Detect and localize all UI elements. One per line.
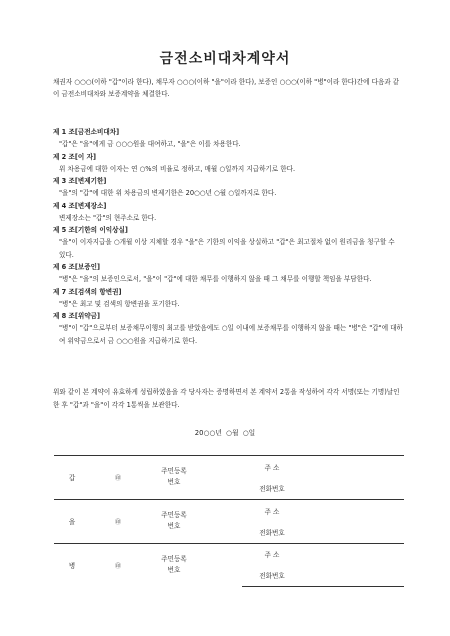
articles-section [53, 126, 403, 347]
article-body: 변제장소는 "갑"의 현주소로 한다. [59, 213, 157, 222]
article-7 [53, 286, 403, 311]
article-heading: 제 4 조[변제장소] [53, 201, 107, 210]
seal-mark: ㊞ [90, 499, 146, 543]
article-body: "병"은 "을"의 보증인으로서, "을"이 "갑"에 대한 채무를 이행하지 않을 때 그 채무를 이행할 책임을 부담한다. [59, 275, 372, 283]
article-4 [53, 200, 403, 225]
party-role: 갑 [54, 456, 90, 500]
resident-id-label-line2: 번호 [167, 566, 181, 575]
article-body: "병"이 "갑"으로부터 보증채무이행의 최고를 받았음에도 ○일 이내에 보증채무를 이행하지 않을 때는 "병"은 "갑"에 대하여 위약금으로서 금 ○○○원을 지급하기로 한다. [59, 324, 403, 345]
article-1 [53, 126, 403, 151]
article-heading: 제 8 조[위약금] [53, 312, 101, 320]
contract-date: 20○○년 ○월 ○일 [194, 429, 256, 437]
party-row-gap [54, 456, 404, 478]
phone-label: 전화번호 [259, 529, 285, 538]
intro-paragraph: 채권자 ○○○(이하 "갑"이라 한다), 채무자 ○○○(이하 "을"이라 한다), 보증인 ○○○(이하 "병"이라 한다)간에 다음과 같이 금전소비대차와 보증계약을 체결한다. [53, 78, 400, 98]
resident-id-label-line1: 주민등록 [161, 467, 187, 476]
phone-label: 전화번호 [259, 485, 285, 494]
address-value [302, 456, 404, 478]
article-body: "갑"은 "을"에게 금 ○○○원을 대여하고, "을"은 이를 차용한다. [59, 140, 241, 148]
party-row-byeong [54, 543, 404, 565]
resident-id-label [146, 456, 202, 500]
article-heading: 제 2 조[이 자] [53, 152, 96, 161]
resident-id-value [202, 499, 242, 543]
address-value [302, 499, 404, 521]
seal-mark: ㊞ [90, 456, 146, 500]
party-role: 병 [54, 543, 90, 586]
parties-table [54, 455, 404, 587]
article-body: 위 차용금에 대한 이자는 연 ○%의 비율로 정하고, 매월 ○일까지 지급하기로 한다. [59, 164, 296, 173]
resident-id-label-line2: 번호 [167, 522, 181, 531]
address-value [302, 543, 404, 565]
article-2 [53, 151, 403, 176]
article-6 [53, 261, 403, 286]
article-5 [53, 224, 403, 261]
article-3 [53, 175, 403, 200]
resident-id-label-line1: 주민등록 [161, 511, 187, 520]
closing-paragraph: 위와 같이 본 계약이 유효하게 성립하였음을 각 당사자는 증명하면서 본 계약서 2통을 작성하여 각각 서명(또는 기명)날인한 후 "갑"과 "을"이 각각 1통씩을 보관한다. [53, 388, 400, 409]
article-heading: 제 7 조[검색의 항변권] [53, 287, 122, 296]
article-body: "을"의 "갑"에 대한 위 차용금의 변제기한은 20○○년 ○월 ○일까지로 한다. [59, 189, 277, 197]
address-label: 주 소 [242, 499, 302, 521]
article-heading: 제 5 조[기한의 이익상실] [53, 226, 128, 234]
resident-id-label-line1: 주민등록 [161, 555, 187, 564]
resident-id-label-line2: 번호 [167, 478, 181, 487]
resident-id-label [146, 543, 202, 586]
party-row-eul [54, 499, 404, 521]
document-title: 금전소비대차계약서 [159, 51, 291, 67]
resident-id-value [202, 456, 242, 500]
resident-id-label [146, 499, 202, 543]
phone-value [302, 565, 404, 587]
article-heading: 제 3 조[변제기한] [53, 177, 107, 185]
article-body: "병"은 최고 및 검색의 항변권을 포기한다. [59, 299, 180, 308]
article-body: "을"이 이자지급을 ○개월 이상 지체할 경우 "을"은 기한의 이익을 상실하고 "갑"은 최고절차 없이 원리금을 청구할 수 있다. [59, 238, 395, 259]
party-role: 을 [54, 499, 90, 543]
address-label: 주 소 [242, 456, 302, 478]
phone-label: 전화번호 [242, 565, 302, 587]
article-heading: 제 1 조[금전소비대차] [53, 128, 120, 136]
phone-value [302, 477, 404, 499]
address-label: 주 소 [242, 543, 302, 565]
article-8 [53, 310, 403, 347]
resident-id-value [202, 543, 242, 586]
article-heading: 제 6 조[보증인] [53, 263, 101, 271]
phone-value [302, 521, 404, 543]
seal-mark: ㊞ [90, 543, 146, 586]
